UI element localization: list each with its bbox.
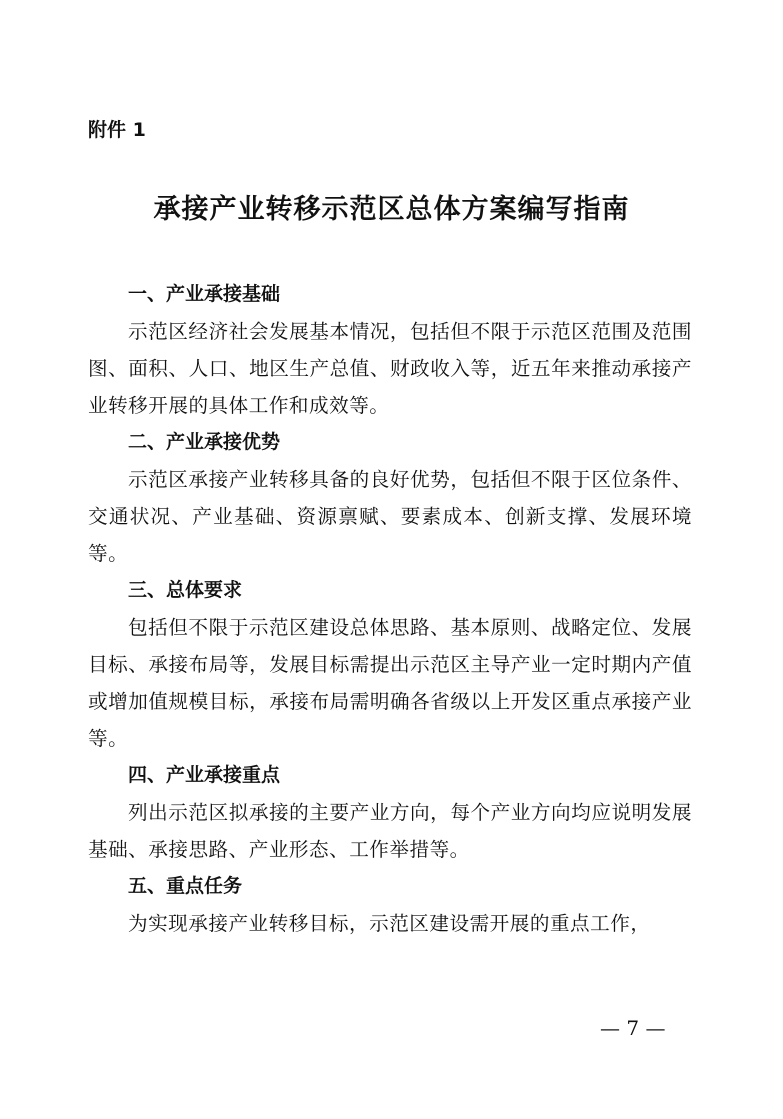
section-paragraph: 示范区经济社会发展基本情况，包括但不限于示范区范围及范围图、面积、人口、地区生产总值、财政收入等，近五年来推动承接产业转移开展的具体工作和成效等。: [88, 320, 692, 417]
section-paragraph: 列出示范区拟承接的主要产业方向，每个产业方向均应说明发展基础、承接思路、产业形态、工作举措等。: [88, 801, 692, 861]
document-body: [88, 276, 692, 942]
section-paragraph: 为实现承接产业转移目标，示范区建设需开展的重点工作，: [128, 912, 651, 935]
page-number: — 7 —: [600, 1016, 666, 1040]
attachment-label: 附件 1: [88, 119, 146, 141]
section-paragraph: 示范区承接产业转移具备的良好优势，包括但不限于区位条件、交通状况、产业基础、资源禀赋、要素成本、创新支撑、发展环境等。: [88, 468, 692, 565]
section-2: [88, 424, 692, 572]
section-heading: 一、产业承接基础: [128, 283, 281, 305]
section-heading: 五、重点任务: [128, 875, 243, 897]
section-heading: 二、产业承接优势: [128, 431, 281, 453]
section-4: [88, 757, 692, 868]
section-1: [88, 276, 692, 424]
section-paragraph: 包括但不限于示范区建设总体思路、基本原则、战略定位、发展目标、承接布局等，发展目标需提出示范区主导产业一定时期内产值或增加值规模目标，承接布局需明确各省级以上开发区重点承接产业等。: [88, 616, 692, 750]
section-5: [88, 868, 692, 942]
section-heading: 四、产业承接重点: [128, 764, 281, 786]
section-heading: 三、总体要求: [128, 579, 243, 601]
section-3: [88, 572, 692, 757]
document-title: 承接产业转移示范区总体方案编写指南: [153, 194, 630, 225]
